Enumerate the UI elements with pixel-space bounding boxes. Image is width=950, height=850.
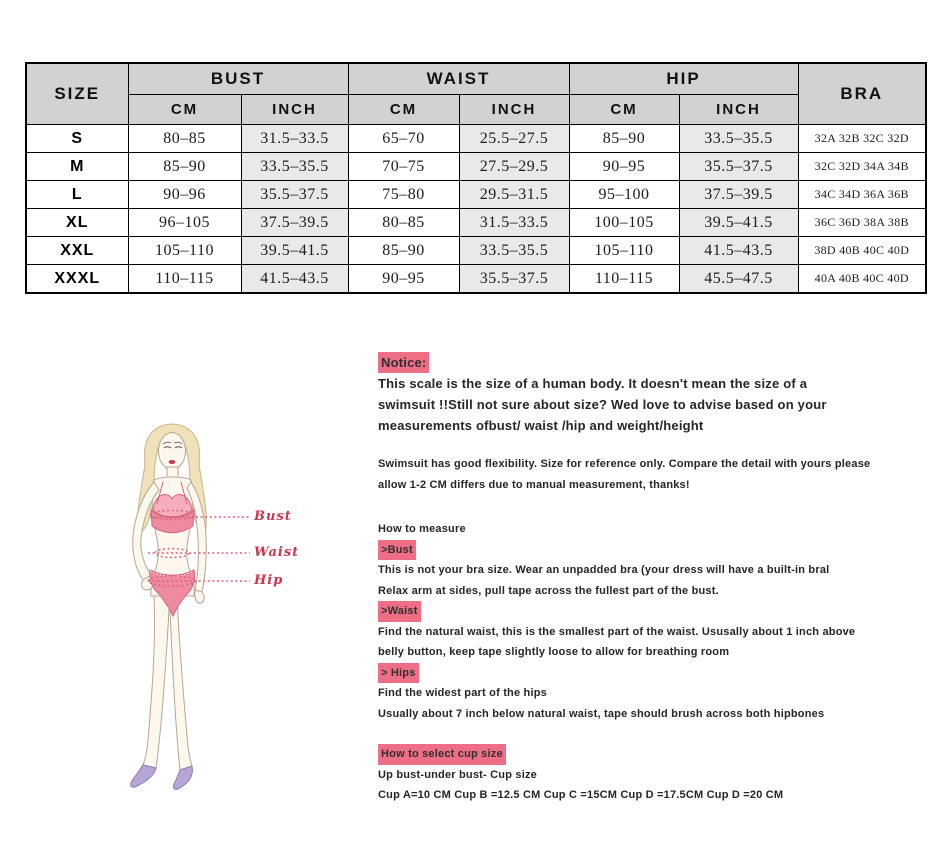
bust-inch-cell: 37.5–39.5	[241, 209, 348, 237]
notice-line: swimsuit !!Still not sure about size? Wed love to advise based on your	[378, 397, 827, 412]
cup-section-title-text: How to select cup size	[378, 744, 506, 765]
waist-section-title-text: >Waist	[378, 601, 421, 622]
header-hip-inch: INCH	[679, 95, 798, 125]
bust-cm-cell: 85–90	[128, 153, 241, 181]
bust-cm-cell: 80–85	[128, 125, 241, 153]
bust-inch-cell: 31.5–33.5	[241, 125, 348, 153]
waist-cm-cell: 90–95	[348, 265, 459, 294]
table-row	[26, 209, 926, 237]
right-hand-shape	[195, 590, 204, 603]
table-row	[26, 153, 926, 181]
waist-inch-cell: 35.5–37.5	[459, 265, 569, 294]
right-leg-shape	[170, 596, 192, 770]
bust-inch-cell: 39.5–41.5	[241, 237, 348, 265]
table-row	[26, 237, 926, 265]
waist-inch-cell: 33.5–35.5	[459, 237, 569, 265]
bust-section-title	[378, 540, 938, 561]
notice-title	[378, 352, 938, 373]
waist-section-title	[378, 601, 938, 622]
size-cell: M	[26, 153, 128, 181]
waist-line: belly button, keep tape slightly loose to allow for breathing room	[378, 646, 730, 658]
hip-inch-cell: 39.5–41.5	[679, 209, 798, 237]
size-chart-table	[25, 62, 927, 294]
hip-cm-cell: 100–105	[569, 209, 679, 237]
size-cell: S	[26, 125, 128, 153]
flex-line: allow 1-2 CM differs due to manual measurement, thanks!	[378, 478, 690, 491]
measure-title: How to measure	[378, 523, 466, 535]
bust-inch-cell: 33.5–35.5	[241, 153, 348, 181]
waist-inch-cell: 31.5–33.5	[459, 209, 569, 237]
flex-line: Swimsuit has good flexibility. Size for reference only. Compare the detail with yours please	[378, 458, 871, 470]
size-cell: XXXL	[26, 265, 128, 294]
hip-figure-label: Hip	[254, 573, 284, 588]
header-waist-cm: CM	[348, 95, 459, 125]
left-shoe-shape	[131, 765, 156, 787]
hip-inch-cell: 35.5–37.5	[679, 153, 798, 181]
size-cell: XL	[26, 209, 128, 237]
table-row	[26, 125, 926, 153]
hips-section-title	[378, 663, 938, 684]
table-row	[26, 265, 926, 294]
waist-cm-cell: 85–90	[348, 237, 459, 265]
body-measurement-figure	[90, 418, 350, 818]
waist-inch-cell: 25.5–27.5	[459, 125, 569, 153]
right-shoe-shape	[174, 766, 193, 789]
hips-line: Usually about 7 inch below natural waist, tape should brush across both hipbones	[378, 707, 825, 720]
table-row	[26, 181, 926, 209]
size-cell: L	[26, 181, 128, 209]
waist-inch-cell: 27.5–29.5	[459, 153, 569, 181]
waist-cm-cell: 75–80	[348, 181, 459, 209]
hips-line: Find the widest part of the hips	[378, 687, 547, 699]
header-row-groups	[26, 63, 926, 95]
header-bust-cm: CM	[128, 95, 241, 125]
waist-line: Find the natural waist, this is the smallest part of the waist. Ususally about 1 inch above	[378, 625, 856, 638]
header-row-units	[26, 95, 926, 125]
bra-cell: 32C 32D 34A 34B	[798, 153, 926, 181]
hip-cm-cell: 105–110	[569, 237, 679, 265]
waist-figure-label: Waist	[254, 545, 300, 560]
bra-cell: 38D 40B 40C 40D	[798, 237, 926, 265]
hip-inch-cell: 45.5–47.5	[679, 265, 798, 294]
hip-cm-cell: 85–90	[569, 125, 679, 153]
header-hip: HIP	[569, 63, 798, 95]
bra-cell: 36C 36D 38A 38B	[798, 209, 926, 237]
bra-cell: 40A 40B 40C 40D	[798, 265, 926, 294]
cup-section-title	[378, 744, 938, 765]
hip-cm-cell: 95–100	[569, 181, 679, 209]
cup-line: Cup A=10 CM Cup B =12.5 CM Cup C =15CM Cup D =17.5CM Cup D =20 CM	[378, 789, 784, 801]
hip-cm-cell: 110–115	[569, 265, 679, 294]
header-waist-inch: INCH	[459, 95, 569, 125]
notice-line: This scale is the size of a human body. It doesn't mean the size of a	[378, 376, 808, 391]
bust-cm-cell: 110–115	[128, 265, 241, 294]
header-hip-cm: CM	[569, 95, 679, 125]
header-size: SIZE	[26, 63, 128, 125]
waist-cm-cell: 65–70	[348, 125, 459, 153]
header-bra: BRA	[798, 63, 926, 125]
header-bust: BUST	[128, 63, 348, 95]
header-bust-inch: INCH	[241, 95, 348, 125]
lips-shape	[169, 460, 176, 464]
bust-cm-cell: 105–110	[128, 237, 241, 265]
hip-inch-cell: 33.5–35.5	[679, 125, 798, 153]
size-cell: XXL	[26, 237, 128, 265]
waist-cm-cell: 80–85	[348, 209, 459, 237]
cup-line: Up bust-under bust- Cup size	[378, 768, 537, 781]
bust-inch-cell: 41.5–43.5	[241, 265, 348, 294]
hip-inch-cell: 37.5–39.5	[679, 181, 798, 209]
notice-title-text: Notice:	[378, 352, 429, 373]
bra-cell: 32A 32B 32C 32D	[798, 125, 926, 153]
left-leg-shape	[143, 596, 169, 768]
bust-section-title-text: >Bust	[378, 540, 416, 561]
bust-cm-cell: 96–105	[128, 209, 241, 237]
waist-inch-cell: 29.5–31.5	[459, 181, 569, 209]
hip-inch-cell: 41.5–43.5	[679, 237, 798, 265]
waist-cm-cell: 70–75	[348, 153, 459, 181]
bust-line: This is not your bra size. Wear an unpadded bra (your dress will have a built-in bral	[378, 564, 830, 576]
hip-cm-cell: 90–95	[569, 153, 679, 181]
bust-cm-cell: 90–96	[128, 181, 241, 209]
measuring-guide	[378, 352, 938, 806]
hips-section-title-text: > Hips	[378, 663, 419, 684]
bust-line: Relax arm at sides, pull tape across the fullest part of the bust.	[378, 584, 719, 597]
header-waist: WAIST	[348, 63, 569, 95]
bra-cell: 34C 34D 36A 36B	[798, 181, 926, 209]
bust-figure-label: Bust	[254, 509, 292, 524]
notice-line: measurements ofbust/ waist /hip and weight/height	[378, 418, 704, 433]
bust-inch-cell: 35.5–37.5	[241, 181, 348, 209]
